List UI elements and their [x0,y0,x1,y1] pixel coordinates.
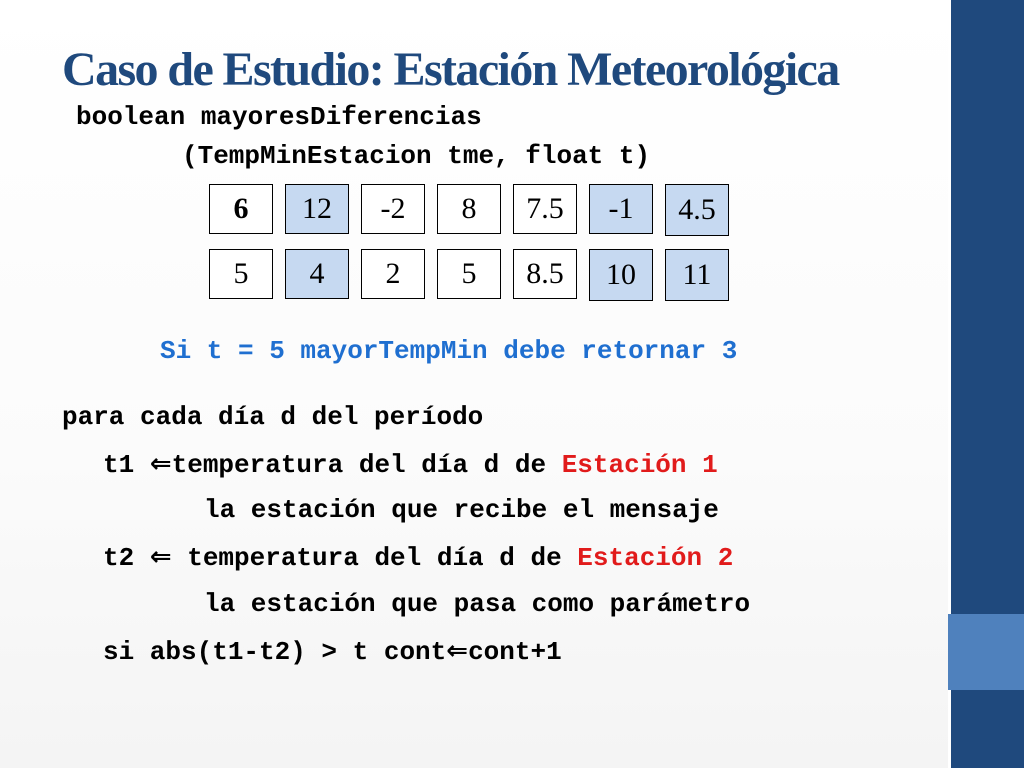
table-cell: 8 [437,184,501,234]
slide-title: Caso de Estudio: Estación Meteorológica [62,43,839,96]
table-cell: 5 [209,249,273,299]
algorithm-line-4 [103,542,733,573]
algorithm-line-2 [103,449,718,480]
algorithm-line-5: la estación que pasa como parámetro [204,589,751,619]
algorithm-line-6 [103,636,562,667]
algorithm-text: cont+1 [468,637,562,667]
temperature-row-2 [209,249,729,301]
left-arrow-icon: ⇐ [149,449,172,479]
left-arrow-icon: ⇐ [149,542,172,572]
table-cell-highlighted: 4 [285,249,349,299]
algorithm-line-3: la estación que recibe el mensaje [204,495,719,525]
table-cell: 7.5 [513,184,577,234]
method-signature-line-1: boolean mayoresDiferencias [76,102,482,132]
algorithm-text: temperatura del día d de [171,543,578,573]
left-arrow-icon: ⇐ [446,636,469,666]
station-2-label: Estación 2 [577,543,734,573]
example-statement: Si t = 5 mayorTempMin debe retornar 3 [160,336,738,366]
table-cell-highlighted: -1 [589,184,653,234]
sidebar-accent-block [948,614,1024,690]
table-cell: 2 [361,249,425,299]
temperature-row-1 [209,184,729,236]
table-cell-highlighted: 4.5 [665,184,729,236]
table-cell: 6 [209,184,273,234]
algorithm-text: temperatura del día d de [171,450,562,480]
table-cell: 5 [437,249,501,299]
table-cell-highlighted: 12 [285,184,349,234]
station-1-label: Estación 1 [561,450,718,480]
table-cell: -2 [361,184,425,234]
algorithm-text: t2 [103,543,150,573]
table-cell-highlighted: 11 [665,249,729,301]
method-signature-line-2: (TempMinEstacion tme, float t) [182,141,651,171]
algorithm-line-1: para cada día d del período [62,402,484,432]
table-cell-highlighted: 10 [589,249,653,301]
algorithm-text: t1 [103,450,150,480]
algorithm-text: si abs(t1-t2) > t cont [103,637,447,667]
sidebar-decoration [948,0,1024,768]
table-cell: 8.5 [513,249,577,299]
